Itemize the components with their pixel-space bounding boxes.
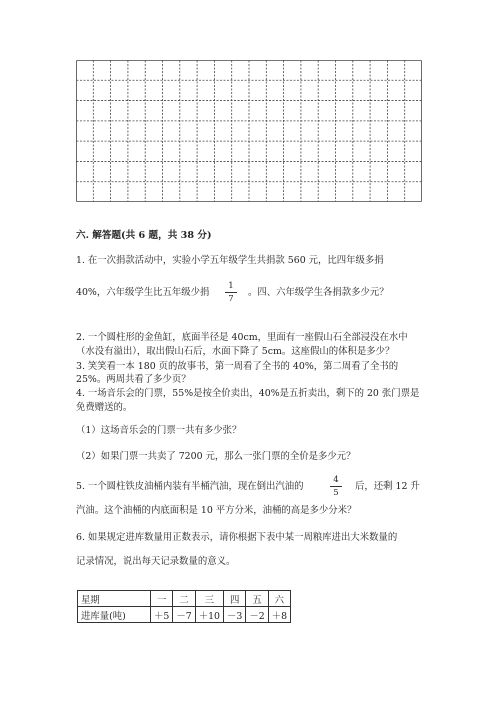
table-cell: 进库量(吨): [78, 607, 151, 623]
table-cell: ＋8: [268, 607, 290, 623]
writing-grid: [76, 60, 422, 202]
table-cell: ＋10: [195, 607, 223, 623]
q6-line1: 6. 如果规定进库数量用正数表示，请你根据下表中某一周粮库进出大米数量的: [76, 532, 398, 543]
table-row: [78, 591, 291, 607]
table-cell: 三: [195, 591, 223, 607]
q5-fraction-denominator: 5: [333, 488, 339, 498]
q5-fraction-numerator: 4: [333, 475, 339, 485]
table-cell: 五: [246, 591, 268, 607]
table-row: [78, 607, 291, 623]
q5-line1-before: 5. 一个圆柱铁皮油桶内装有半桶汽油，现在倒出汽油的: [76, 481, 304, 492]
q1-line1: 1. 在一次捐款活动中，实验小学五年级学生共捐款 560 元，比四年级多捐: [76, 255, 384, 266]
fraction-bar: [330, 486, 342, 487]
table-cell: －7: [173, 607, 195, 623]
q1-line2-before: 40%，六年级学生比五年级少捐: [76, 287, 210, 298]
table-cell: 六: [268, 591, 290, 607]
table-cell: 星期: [78, 591, 151, 607]
table-cell: ＋5: [151, 607, 173, 623]
q4-sub1: （1）这场音乐会的门票一共有多少张？: [76, 425, 242, 436]
q5-line1-after: 后，还剩 12 升: [355, 481, 420, 492]
q4-line1: 4. 一场音乐会的门票，55%是按全价卖出，40%是五折卖出，剩下的 20 张门票是: [76, 388, 420, 399]
table-cell: 四: [224, 591, 246, 607]
table-cell: 一: [151, 591, 173, 607]
q1-fraction: [225, 281, 237, 304]
q1-fraction-numerator: 1: [228, 281, 234, 291]
grain-record-table: [77, 590, 291, 623]
grid-lines: [76, 60, 422, 202]
table-cell: －3: [224, 607, 246, 623]
table-cell: 二: [173, 591, 195, 607]
q4-sub2: （2）如果门票一共卖了 7200 元，那么一张门票的全价是多少元？: [76, 451, 356, 462]
q5-fraction: [330, 475, 342, 498]
section-title: 六. 解答题(共 6 题，共 38 分): [76, 230, 212, 241]
q3-line2: 25%。两周共看了多少页？: [76, 374, 191, 385]
fraction-bar: [225, 292, 237, 293]
q6-line2: 记录情况，说出每天记录数量的意义。: [76, 556, 236, 567]
q2-line1: 2. 一个圆柱形的金鱼缸，底面半径是 40cm，里面有一座假山石全部浸没在水中: [76, 332, 408, 343]
q2-line2: （水没有溢出），取出假山石后，水面下降了 5cm。这座假山的体积是多少？: [76, 346, 395, 357]
q5-line2: 汽油。这个油桶的内底面积是 10 平方分米，油桶的高是多少分米？: [76, 505, 357, 516]
q1-line2-after: 。四、六年级学生各捐款多少元？: [248, 287, 389, 298]
q1-fraction-denominator: 7: [228, 294, 234, 304]
q3-line1: 3. 笑笑看一本 180 页的故事书，第一周看了全书的 40%，第二周看了全书的: [76, 361, 399, 372]
table-cell: －2: [246, 607, 268, 623]
q4-line2: 免费赠送的。: [76, 402, 133, 413]
